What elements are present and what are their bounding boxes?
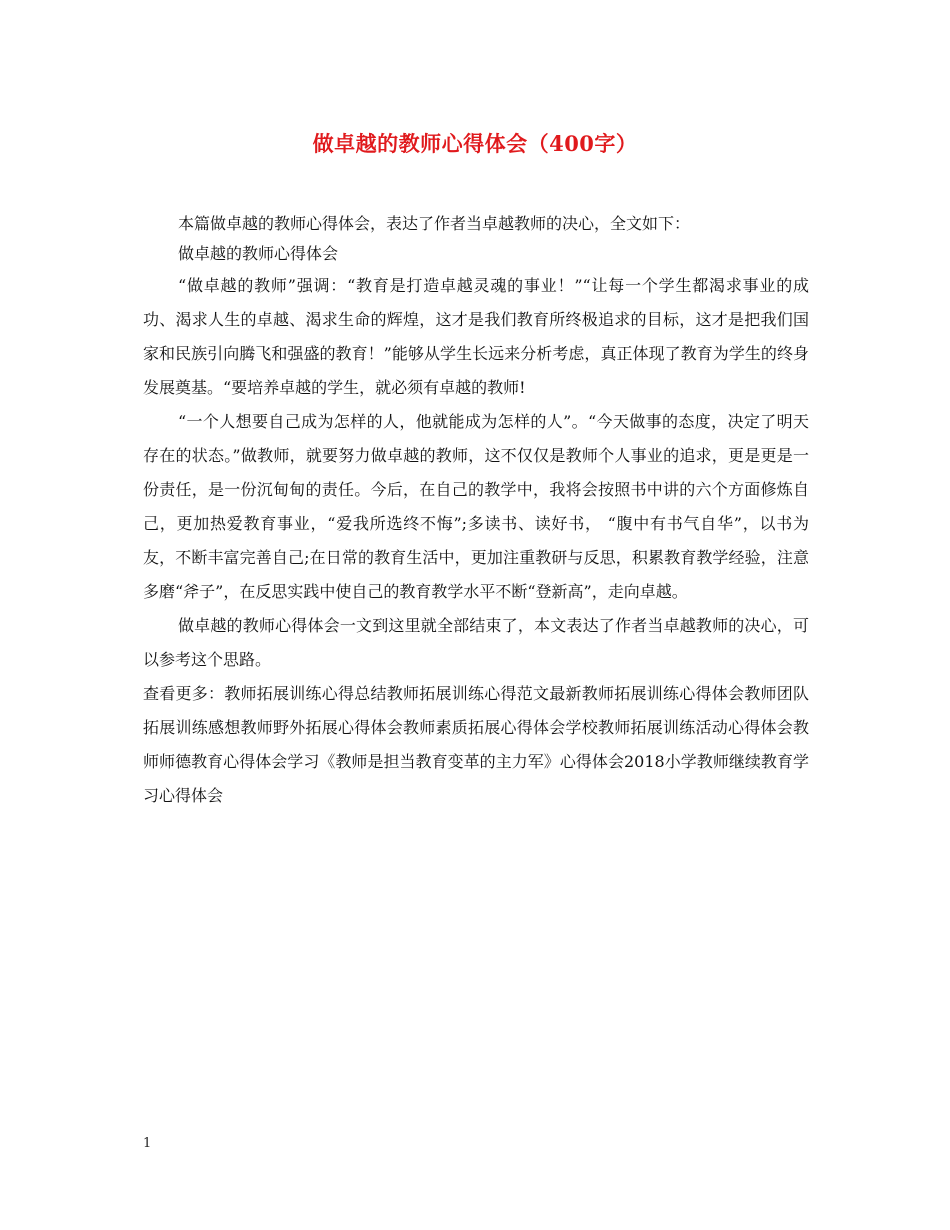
page-number: 1	[143, 1136, 152, 1151]
document-title: 做卓越的教师心得体会（400字）	[312, 131, 638, 156]
conclusion-paragraph: 做卓越的教师心得体会一文到这里就全部结束了，本文表达了作者当卓越教师的决心，可以参考这个思路。	[143, 616, 809, 669]
body-paragraph-1: “做卓越的教师”强调：“教育是打造卓越灵魂的事业！”“让每一个学生都渴求事业的成功、渴求人生的卓越、渴求生命的辉煌，这才是我们教育所终极追求的目标，这才是把我们国家和民族引向腾飞和强盛的教育！”能够从学生长远来分析考虑，真正体现了教育为学生的终身发展奠基。“要培养卓越的学生，就必须有卓越的教师!	[143, 276, 809, 397]
intro-paragraph: 本篇做卓越的教师心得体会，表达了作者当卓越教师的决心，全文如下：	[178, 214, 691, 233]
section-heading: 做卓越的教师心得体会	[178, 244, 339, 263]
document-body	[143, 209, 809, 813]
body-paragraph-2: “一个人想要自己成为怎样的人，他就能成为怎样的人”。“今天做事的态度，决定了明天存在的状态。”做教师，就要努力做卓越的教师，这不仅仅是教师个人事业的追求，更是更是一份责任，是一份沉甸甸的责任。今后，在自己的教学中，我将会按照书中讲的六个方面修炼自己，更加热爱教育事业，“爱我所选终不悔”;多读书、读好书， “腹中有书气自华”，以书为友，不断丰富完善自己;在日常的教育生活中，更加注重教研与反思，积累教育教学经验，注意多磨“斧子”，在反思实践中使自己的教育教学水平不断“登新高”，走向卓越。	[143, 412, 809, 601]
related-links-paragraph: 查看更多：教师拓展训练心得总结教师拓展训练心得范文最新教师拓展训练心得体会教师团队拓展训练感想教师野外拓展心得体会教师素质拓展心得体会学校教师拓展训练活动心得体会教师师德教育心得体会学习《教师是担当教育变革的主力军》心得体会2018小学教师继续教育学习心得体会	[143, 684, 809, 805]
